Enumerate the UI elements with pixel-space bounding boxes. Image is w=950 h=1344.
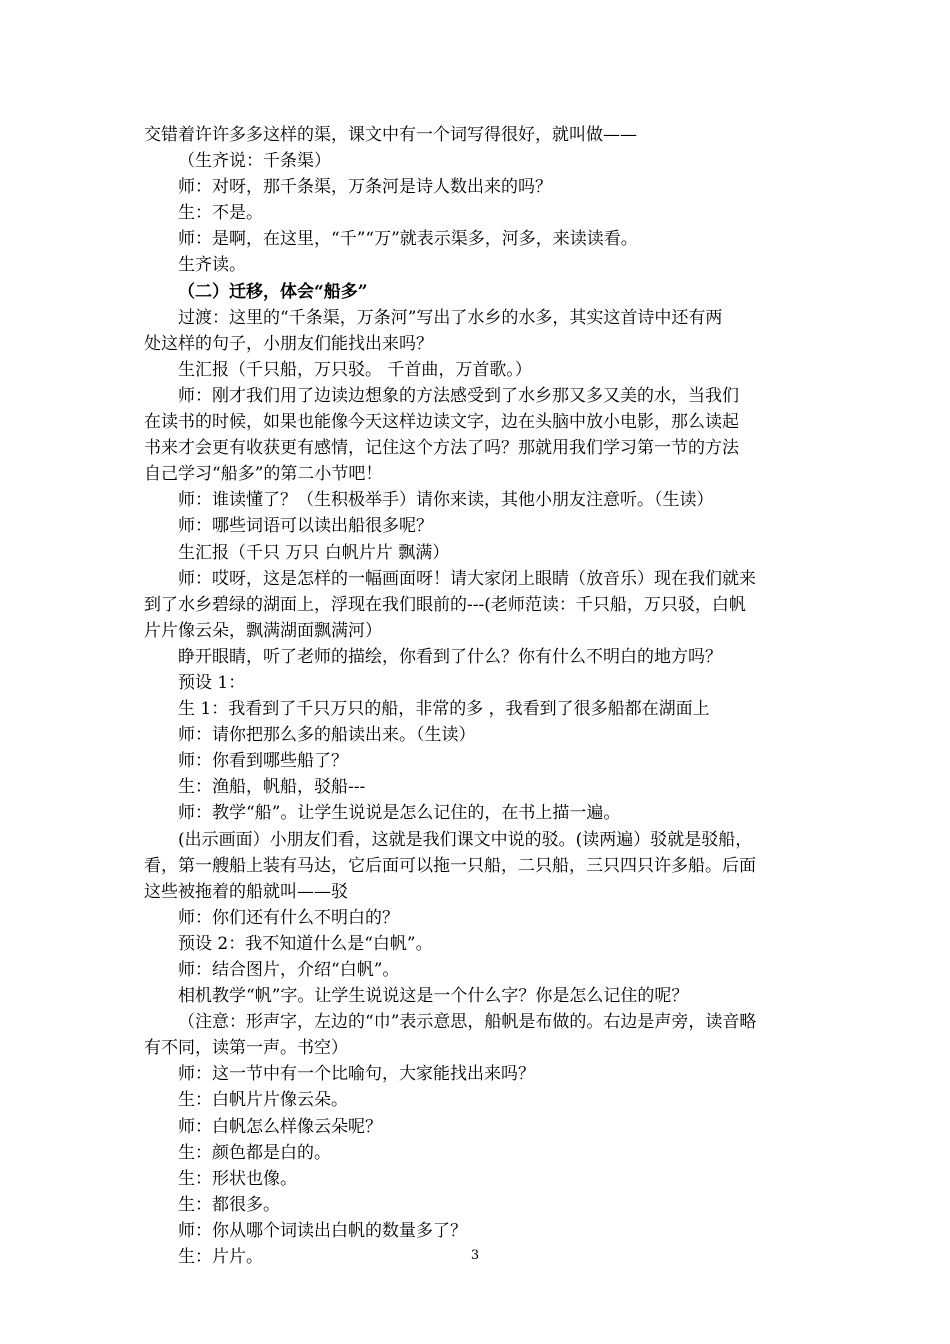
- paragraph-line: 预设 2：我不知道什么是“白帆”。: [178, 933, 433, 954]
- paragraph-line: 师：哪些词语可以读出船很多呢？: [178, 516, 433, 537]
- paragraph-line: 师：你从哪个词读出白帆的数量多了？: [178, 1220, 467, 1241]
- paragraph-line: 有不同，读第一声。书空）: [144, 1038, 348, 1059]
- paragraph-line: 生：都很多。: [178, 1194, 280, 1215]
- paragraph-line: 到了水乡碧绿的湖面上，浮现在我们眼前的---(老师范读：千只船，万只驳，白帆: [144, 594, 746, 615]
- paragraph-line: （注意：形声字，左边的“巾”表示意思，船帆是布做的。右边是声旁，读音略: [178, 1012, 757, 1033]
- paragraph-line: 师：请你把那么多的船读出来。（生读）: [178, 725, 476, 746]
- paragraph-line: 交错着许许多多这样的渠，课文中有一个词写得很好，就叫做——: [144, 125, 637, 145]
- paragraph-line: 生汇报（千只船，万只驳。 千首曲，万首歌。）: [178, 359, 532, 380]
- paragraph-line: 看，第一艘船上装有马达，它后面可以拖一只船，二只船，三只四只许多船。后面: [144, 855, 756, 876]
- section-heading: （二）迁移，体会“船多”: [178, 281, 368, 302]
- paragraph-line: 生：渔船，帆船，驳船---: [178, 777, 366, 798]
- paragraph-line: 相机教学“帆”字。让学生说说这是一个什么字？你是怎么记住的呢？: [178, 986, 689, 1007]
- paragraph-line: 生 1：我看到了千只万只的船，非常的多 ，我看到了很多船都在湖面上: [178, 699, 710, 720]
- paragraph-line: 在读书的时候，如果也能像今天这样边读文字，边在头脑中放小电影，那么读起: [144, 412, 739, 433]
- paragraph-line: 片片像云朵，飘满湖面飘满河）: [144, 620, 382, 641]
- paragraph-line: 过渡：这里的“千条渠，万条河”写出了水乡的水多，其实这首诗中还有两: [178, 307, 723, 328]
- paragraph-line: 生：片片。: [178, 1247, 263, 1268]
- paragraph-line: 师：你看到哪些船了？: [178, 751, 348, 772]
- paragraph-line: (出示画面）小朋友们看，这就是我们课文中说的驳。(读两遍）驳就是驳船，: [178, 829, 753, 850]
- paragraph-line: 师：你们还有什么不明白的？: [178, 907, 399, 928]
- paragraph-line: 生：白帆片片像云朵。: [178, 1090, 348, 1111]
- paragraph-line: 生：形状也像。: [178, 1168, 297, 1189]
- paragraph-line: 睁开眼睛，听了老师的描绘，你看到了什么？你有什么不明白的地方吗？: [178, 646, 722, 667]
- paragraph-line: 这些被拖着的船就叫——驳: [144, 881, 348, 902]
- page-number: 3: [470, 1248, 480, 1263]
- paragraph-line: 师：这一节中有一个比喻句，大家能找出来吗？: [178, 1064, 535, 1085]
- document-body: [144, 122, 809, 1270]
- paragraph-line: 生：颜色都是白的。: [178, 1142, 331, 1163]
- paragraph-line: 师：结合图片，介绍“白帆”。: [178, 960, 400, 980]
- paragraph-line: 师：刚才我们用了边读边想象的方法感受到了水乡那又多又美的水，当我们: [178, 385, 739, 406]
- paragraph-line: 书来才会更有收获更有感情，记住这个方法了吗？那就用我们学习第一节的方法: [144, 438, 739, 459]
- paragraph-line: 师：哎呀，这是怎样的一幅画面呀！请大家闭上眼睛（放音乐）现在我们就来: [178, 568, 756, 589]
- paragraph-line: 生齐读。: [178, 255, 246, 276]
- paragraph-line: 师：对呀，那千条渠，万条河是诗人数出来的吗？: [178, 177, 552, 198]
- paragraph-line: 师：是啊，在这里，“千”“万”就表示渠多，河多，来读读看。: [178, 229, 638, 250]
- paragraph-line: 师：白帆怎么样像云朵呢？: [178, 1116, 382, 1137]
- paragraph-line: 处这样的句子，小朋友们能找出来吗？: [144, 333, 433, 354]
- paragraph-line: 预设 1：: [178, 672, 246, 693]
- paragraph-line: （生齐说：千条渠）: [178, 151, 331, 172]
- paragraph-line: 自己学习“船多”的第二小节吧！: [144, 464, 383, 485]
- paragraph-line: 师：教学“船”。让学生说说是怎么记住的，在书上描一遍。: [178, 803, 621, 824]
- paragraph-line: 生汇报（千只 万只 白帆片片 飘满）: [178, 542, 450, 563]
- paragraph-line: 师：谁读懂了？（生积极举手）请你来读，其他小朋友注意听。（生读）: [178, 490, 714, 511]
- paragraph-line: 生：不是。: [178, 203, 263, 224]
